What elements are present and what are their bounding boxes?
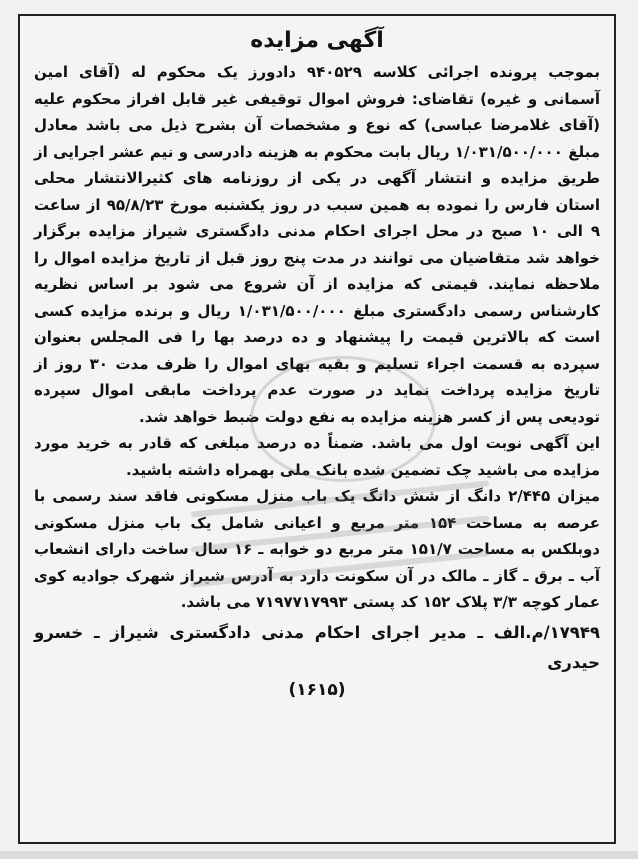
notice-title: آگهی مزایده bbox=[250, 28, 384, 53]
notice-paragraph-property: میزان ۲/۴۴۵ دانگ از شش دانگ یک باب منزل مسکونی فاقد سند رسمی با عرصه به مساحت ۱۵۴ متر مربع و اعیانی شامل یک باب منزل مسکونی دوبلکس به مساحت ۱۵۱/۷ متر مربع دو خوابه ـ ۱۶ سال ساخت دارای انشعاب آب ـ برق ـ گاز ـ مالک در آن سکونت دارد به آدرس شیراز شهرک جوادیه کوی عمار کوچه ۳/۳ پلاک ۱۵۲ کد پستی ۷۱۹۷۷۱۷۹۹۳ می باشد. bbox=[34, 487, 600, 611]
notice-paragraph-main: بموجب پرونده اجرائی کلاسه ۹۴۰۵۲۹ دادورز یک محکوم له (آقای امین آسمانی و غیره) تقاضای: فروش اموال توقیفی غیر قابل افراز محکوم علیه (آقای غلامرضا عباسی) که نوع و مشخصات آن بشرح ذیل می باشد معادل مبلغ ۱/۰۳۱/۵۰۰/۰۰۰ ریال بابت محکوم به هزینه دادرسی و نیم عشر اجرایی از طریق مزایده و انتشار آگهی در یکی از روزنامه های کثیرالانتشار محلی استان فارس را نموده به همین سبب در روز یکشنبه مورخ ۹۵/۸/۲۳ از ساعت ۹ الی ۱۰ صبح در محل اجرای احکام مدنی دادگستری شیراز مزایده برگزار خواهد شد متقاضیان می توانند در مدت پنج روز قبل از تاریخ مزایده اموال را ملاحظه نمایند. قیمتی که مزایده از آن شروع می شود بر اساس نظریه کارشناس رسمی دادگستری مبلغ ۱/۰۳۱/۵۰۰/۰۰۰ ریال و برنده مزایده کسی است که بالاترین قیمت را پیشنهاد و ده درصد بها را فی المجلس بعنوان سپرده به قسمت اجراء تسلیم و بقیه بهای اموال را ظرف مدت ۳۰ روز از تاریخ مزایده پرداخت نماید در صورت عدم پرداخت مابقی اموال سپرده تودیعی پس از کسر هزینه مزایده به نفع دولت ضبط خواهد شد. bbox=[34, 63, 601, 426]
notice-code: (۱۶۱۵) bbox=[288, 679, 346, 700]
page-bottom-edge bbox=[0, 851, 638, 859]
auction-notice bbox=[18, 14, 616, 844]
notice-signature: ۱۷۹۴۹/م.الف ـ مدیر اجرای احکام مدنی دادگستری شیراز ـ خسرو حیدری bbox=[34, 622, 600, 672]
notice-paragraph-round: این آگهی نوبت اول می باشد. ضمناً ده درصد مبلغی که قادر به خرید مورد مزایده می باشید چک تضمین شده بانک ملی بهمراه داشته باشید. bbox=[34, 434, 600, 479]
